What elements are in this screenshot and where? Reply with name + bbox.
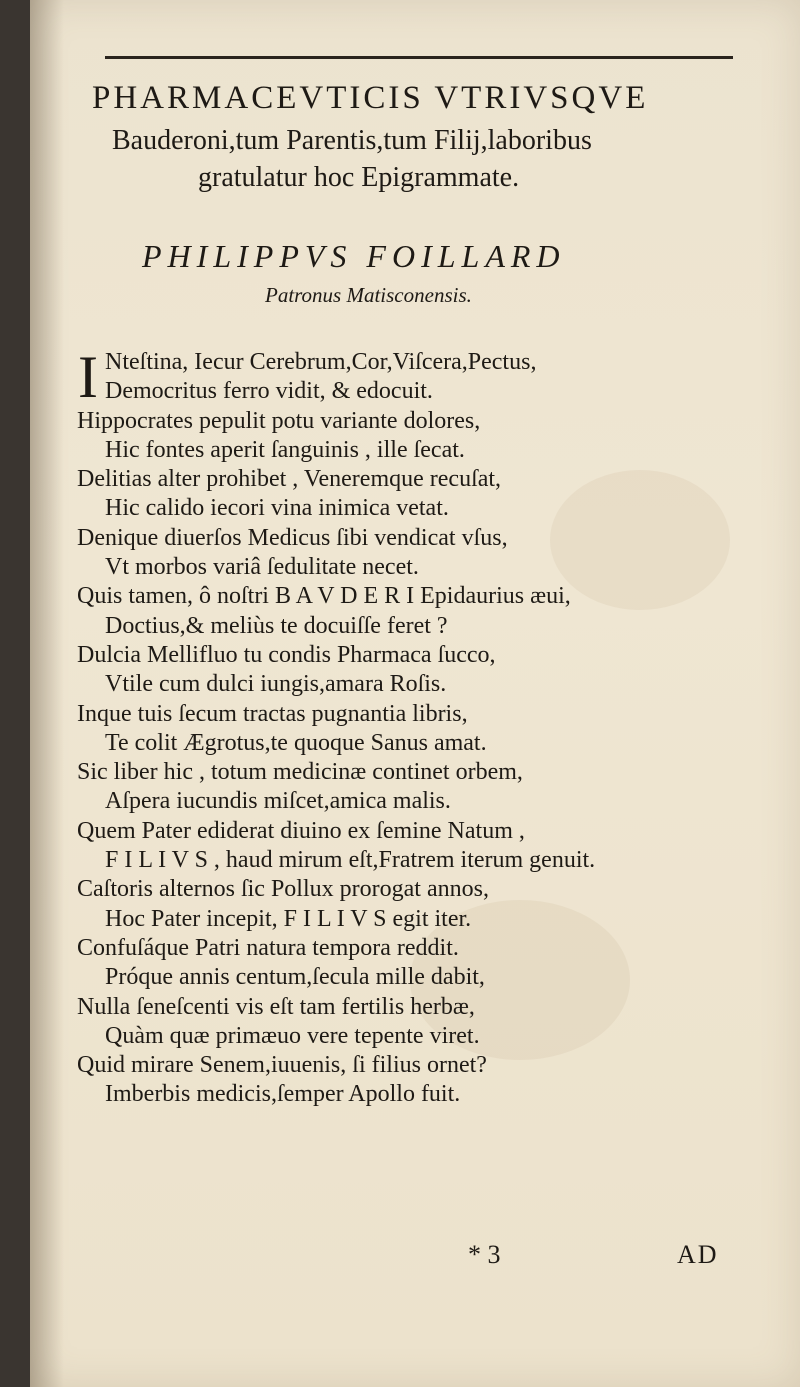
heading-line-3: gratulatur hoc Epigrammate. (198, 162, 520, 193)
poem-line: Nulla ſeneſcenti vis eſt tam fertilis herbæ, (77, 993, 475, 1020)
poem-line: Doctius,& meliùs te docuiſſe feret ? (105, 612, 448, 639)
poem-line: Denique diuerſos Medicus ſibi vendicat vſus, (77, 524, 508, 551)
drop-cap: I (78, 344, 98, 410)
poem-line: Dulcia Mellifluo tu condis Pharmaca ſucco, (77, 641, 496, 668)
poem-line: Confuſáque Patri natura tempora reddit. (77, 934, 459, 961)
poem-line: Democritus ferro vidit, & edocuit. (105, 378, 433, 405)
poem-line: Quis tamen, ô noſtri B A V D E R I Epidaurius æui, (77, 583, 571, 610)
poem-line: Delitias alter prohibet , Veneremque recuſat, (77, 466, 502, 493)
poem-line: Vtile cum dulci iungis,amara Roſis. (105, 671, 447, 698)
poem-line: Sic liber hic , totum medicinæ continet orbem, (77, 759, 523, 786)
poem-line: F I L I V S , haud mirum eſt,Fratrem iterum genuit. (105, 847, 596, 874)
poem-line: Te colit Ægrotus,te quoque Sanus amat. (105, 729, 487, 756)
author-role: Patronus Matisconensis. (265, 283, 472, 307)
signature-mark: * 3 (468, 1240, 501, 1269)
poem-line: Vt morbos variâ ſedulitate necet. (105, 554, 419, 581)
poem-line: Quid mirare Senem,iuuenis, ſi filius ornet? (77, 1052, 487, 1079)
poem-line: Hippocrates pepulit potu variante dolores, (77, 407, 481, 434)
author-name: PHILIPPVS FOILLARD (142, 238, 566, 274)
book-page (30, 0, 800, 1387)
epigram-poem (30, 344, 800, 1110)
poem-line: Quàm quæ primæuo vere tepente viret. (105, 1022, 480, 1049)
catchword: AD (677, 1240, 719, 1269)
poem-line: Aſpera iucundis miſcet,amica malis. (105, 788, 451, 815)
poem-line: Hic calido iecori vina inimica vetat. (105, 495, 449, 522)
header-rule (105, 56, 733, 59)
poem-line: Hic fontes aperit ſanguinis , ille ſecat. (105, 436, 465, 463)
poem-line: Caſtoris alternos ſic Pollux prorogat annos, (77, 876, 489, 903)
poem-line: Quem Pater ediderat diuino ex ſemine Natum , (77, 817, 525, 844)
poem-line: Imberbis medicis,ſemper Apollo fuit. (105, 1081, 461, 1108)
heading-line-1: PHARMACEVTICIS VTRIVSQVE (92, 80, 649, 116)
poem-line: Inque tuis ſecum tractas pugnantia libris, (77, 700, 468, 727)
poem-line: Próque annis centum,ſecula mille dabit, (105, 964, 485, 991)
poem-line: Nteſtina, Iecur Cerebrum,Cor,Viſcera,Pectus, (105, 349, 537, 375)
heading-line-2: Bauderoni,tum Parentis,tum Filij,laboribus (112, 125, 592, 156)
poem-line: Hoc Pater incepit, F I L I V S egit iter. (105, 905, 472, 932)
